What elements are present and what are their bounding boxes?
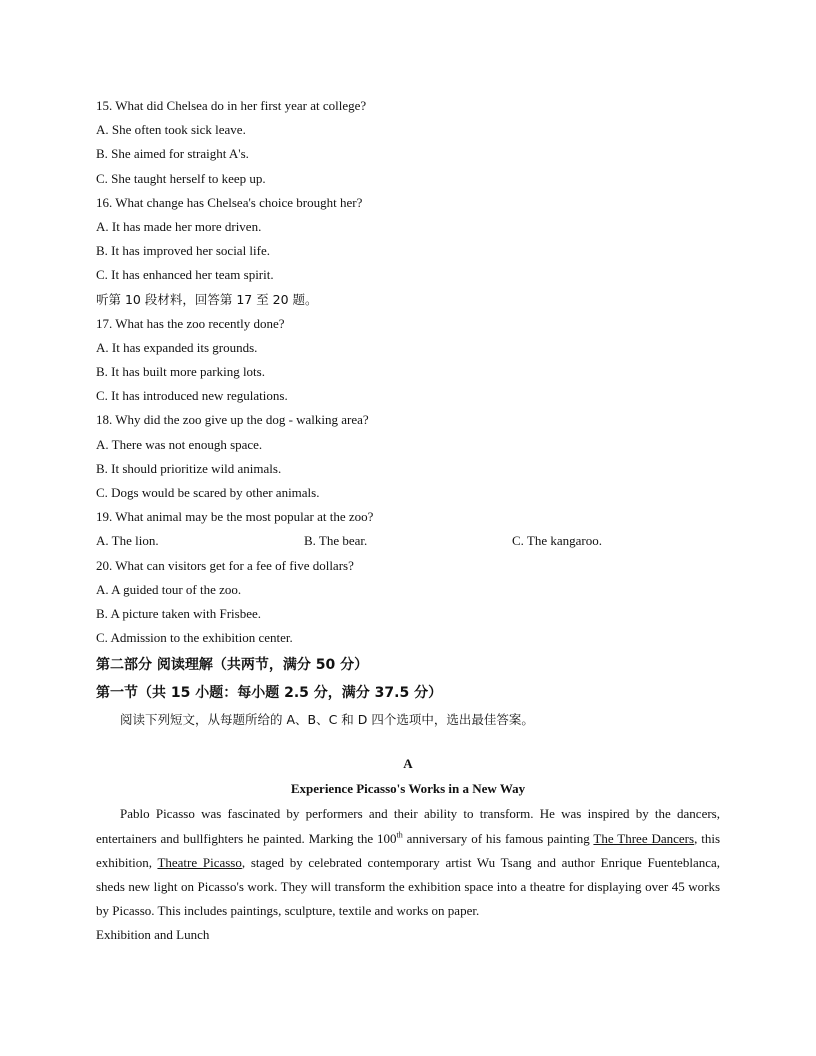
answer-option: C. Dogs would be scared by other animals. bbox=[96, 485, 320, 500]
superscript: th bbox=[396, 830, 403, 840]
question-stem: 19. What animal may be the most popular at the zoo? bbox=[96, 509, 374, 525]
question-stem: 16. What change has Chelsea's choice brought her? bbox=[96, 194, 363, 210]
answer-option: B. It has improved her social life. bbox=[96, 243, 271, 259]
answer-option: C. Admission to the exhibition center. bbox=[96, 630, 293, 646]
paragraph-text: Pablo Picasso was fascinated by performers and their ability to transform. He was inspired by the dancers, entertainers and bullfighters he painted. Marking the 100 bbox=[96, 806, 720, 846]
answer-options-row bbox=[96, 529, 720, 553]
paragraph-text: , staged by celebrated contemporary artist Wu Tsang and author Enrique Fuenteblanca, sheds new light on Picasso's work. They will transform the exhibition space into a theatre for displaying over 45 works by Picasso. This includes paintings, sculpture, textile and works on paper. bbox=[96, 854, 720, 919]
part-two-title: 第二部分 阅读理解（共两节，满分 50 分） bbox=[96, 657, 369, 674]
answer-option: A. A guided tour of the zoo. bbox=[96, 581, 242, 597]
paragraph-text: anniversary of his famous painting bbox=[402, 830, 594, 846]
question-stem: 20. What can visitors get for a fee of five dollars? bbox=[96, 557, 354, 573]
section-one-title: 第一节（共 15 小题：每小题 2.5 分，满分 37.5 分） bbox=[96, 685, 443, 702]
answer-option: C. She taught herself to keep up. bbox=[96, 170, 266, 186]
answer-option: A. There was not enough space. bbox=[96, 436, 263, 452]
answer-option: A. The lion. bbox=[96, 533, 159, 549]
answer-option: B. It has built more parking lots. bbox=[96, 364, 265, 380]
passage-label: A bbox=[403, 756, 413, 772]
answer-option: B. It should prioritize wild animals. bbox=[96, 460, 282, 476]
answer-option: A. It has made her more driven. bbox=[96, 218, 262, 234]
instructions: 阅读下列短文，从每题所给的 A、B、C 和 D 四个选项中，选出最佳答案。 bbox=[120, 712, 534, 728]
exhibition-title: Theatre Picasso bbox=[157, 854, 242, 870]
answer-option: B. A picture taken with Frisbee. bbox=[96, 605, 262, 621]
paragraph-text: , this exhibition, bbox=[96, 830, 721, 870]
question-stem: 18. Why did the zoo give up the dog - walking area? bbox=[96, 412, 369, 428]
answer-option: A. It has expanded its grounds. bbox=[96, 339, 258, 355]
question-stem: 17. What has the zoo recently done? bbox=[96, 315, 285, 331]
answer-option: B. The bear. bbox=[304, 533, 368, 549]
answer-option: B. She aimed for straight A's. bbox=[96, 146, 249, 162]
question-stem: 15. What did Chelsea do in her first year at college? bbox=[96, 98, 367, 113]
listening-note: 听第 10 段材料，回答第 17 至 20 题。 bbox=[96, 291, 318, 307]
passage-paragraph bbox=[96, 802, 720, 923]
artwork-title: The Three Dancers bbox=[593, 830, 695, 846]
answer-option: C. The kangaroo. bbox=[512, 533, 603, 549]
passage-title: Experience Picasso's Works in a New Way bbox=[290, 781, 526, 797]
answer-option: C. It has introduced new regulations. bbox=[96, 388, 288, 404]
passage-subheading: Exhibition and Lunch bbox=[96, 927, 210, 943]
document-page bbox=[96, 94, 720, 948]
answer-option: C. It has enhanced her team spirit. bbox=[96, 267, 274, 283]
answer-option: A. She often took sick leave. bbox=[96, 122, 246, 138]
